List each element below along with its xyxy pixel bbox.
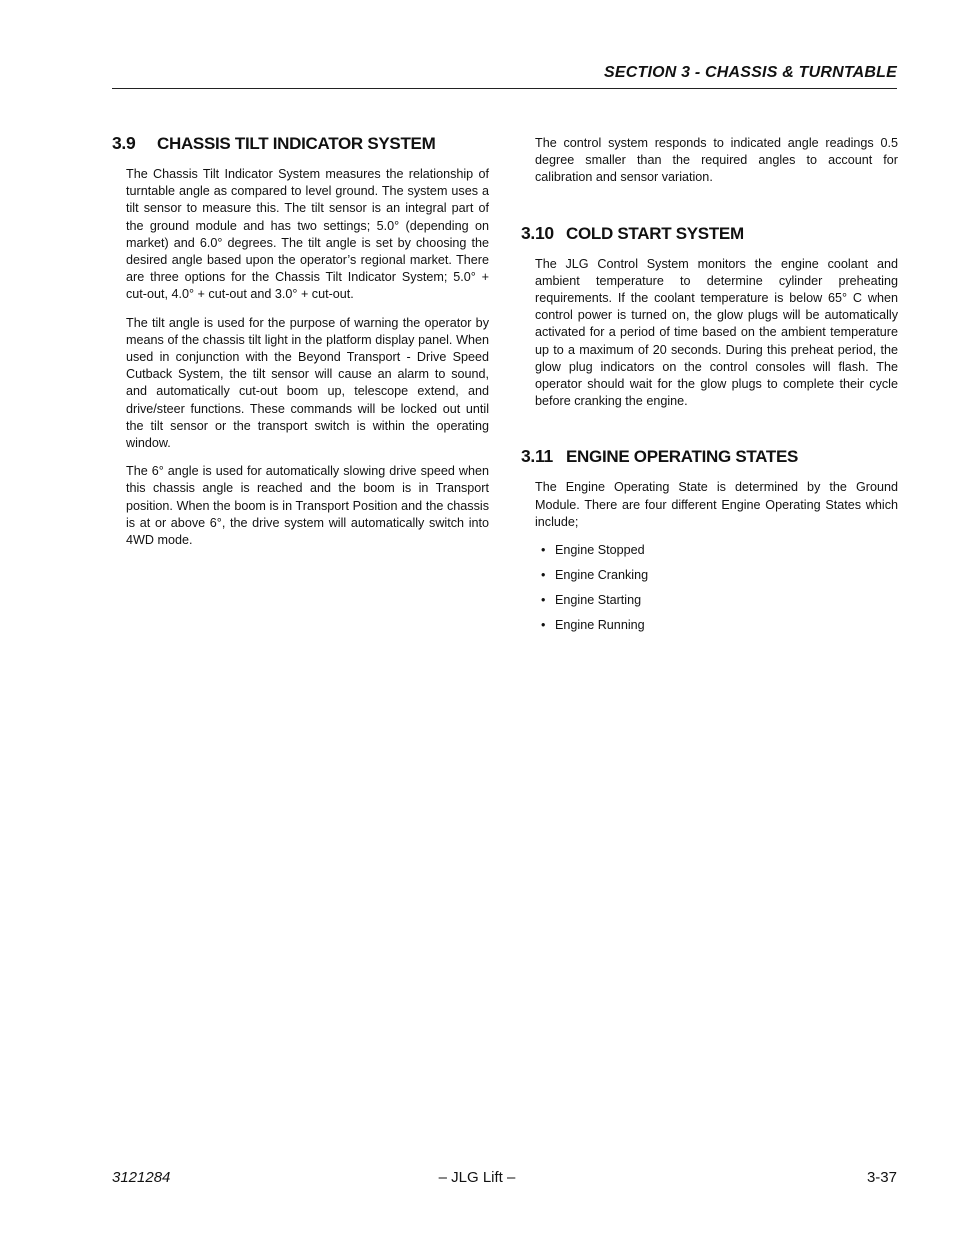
paragraph: The 6° angle is used for automatically slowing drive speed when this chassis angle is reached and the boom is in Transport position. When the boom is in Transport Position and the chassis is at or above 6°, the drive system will automatically switch into 4WD mode. bbox=[126, 464, 489, 548]
paragraph: The JLG Control System monitors the engine coolant and ambient temperature to determine cylinder preheating requirements. If the coolant temperature is below 65° C when control power is turned on, the glow plugs will be automatically activated for a period of time based on the ambient temperature up to a maximum of 20 seconds. During this preheat period, the glow plug indicators on the control consoles will flash. The operator should wait for the glow plugs to complete their cycle before cranking the engine. bbox=[535, 256, 898, 409]
bullet-icon: • bbox=[541, 618, 546, 633]
list-item bbox=[535, 567, 898, 584]
list-item bbox=[535, 617, 898, 634]
section-number: 3.9 bbox=[112, 133, 136, 153]
paragraph: The tilt angle is used for the purpose of warning the operator by means of the chassis tilt light in the platform display panel. When used in conjunction with the Beyond Transport - Drive Speed Cutback System, the tilt sensor will cause an alarm to sound, and automatically cut-out boom up, telescope extend, and drive/steer functions. These commands will be locked out until the tilt sensor or the transport switch is within the operating window. bbox=[126, 315, 489, 451]
section-title: ENGINE OPERATING STATES bbox=[566, 447, 799, 467]
header-divider bbox=[112, 88, 897, 89]
paragraph: The Chassis Tilt Indicator System measures the relationship of turntable angle as compared to level ground. The system uses a tilt sensor to measure this. The tilt sensor is an integral part of the ground module and has two settings; 5.0° (depending on market) and 6.0° degrees. The tilt angle is set by choosing the desired angle based upon the operator’s regional market. There are three options for the Chassis Tilt Indicator System; 5.0° + cut-out, 4.0° + cut-out and 3.0° + cut-out. bbox=[126, 167, 489, 302]
section-number: 3.11 bbox=[521, 446, 553, 467]
bullet-icon: • bbox=[541, 593, 546, 608]
section-3-10-heading bbox=[521, 223, 898, 244]
left-column bbox=[112, 133, 489, 560]
bullet-icon: • bbox=[541, 543, 546, 558]
list-item-label: Engine Cranking bbox=[555, 568, 649, 583]
paragraph: The Engine Operating State is determined by the Ground Module. There are four different Engine Operating States which include; bbox=[535, 480, 898, 529]
bullet-icon: • bbox=[541, 568, 546, 583]
section-header-title: SECTION 3 - CHASSIS & TURNTABLE bbox=[603, 64, 897, 81]
list-item bbox=[535, 592, 898, 609]
footer-page-number: 3-37 bbox=[866, 1169, 897, 1186]
list-item-label: Engine Starting bbox=[555, 593, 642, 608]
section-title: CHASSIS TILT INDICATOR SYSTEM bbox=[157, 134, 436, 153]
list-item bbox=[535, 542, 898, 559]
section-title: COLD START SYSTEM bbox=[566, 223, 744, 243]
engine-states-list bbox=[535, 542, 898, 634]
section-3-11-heading bbox=[521, 446, 898, 467]
list-item-label: Engine Running bbox=[555, 618, 645, 633]
paragraph: The control system responds to indicated angle readings 0.5 degree smaller than the required angles to account for calibration and sensor variation. bbox=[535, 136, 898, 185]
footer-doc-number: 3121284 bbox=[112, 1169, 171, 1186]
section-3-9-heading bbox=[112, 133, 489, 154]
list-item-label: Engine Stopped bbox=[555, 543, 645, 558]
right-column bbox=[521, 133, 898, 642]
footer-publisher: – JLG Lift – bbox=[438, 1169, 516, 1186]
section-number: 3.10 bbox=[521, 222, 554, 243]
